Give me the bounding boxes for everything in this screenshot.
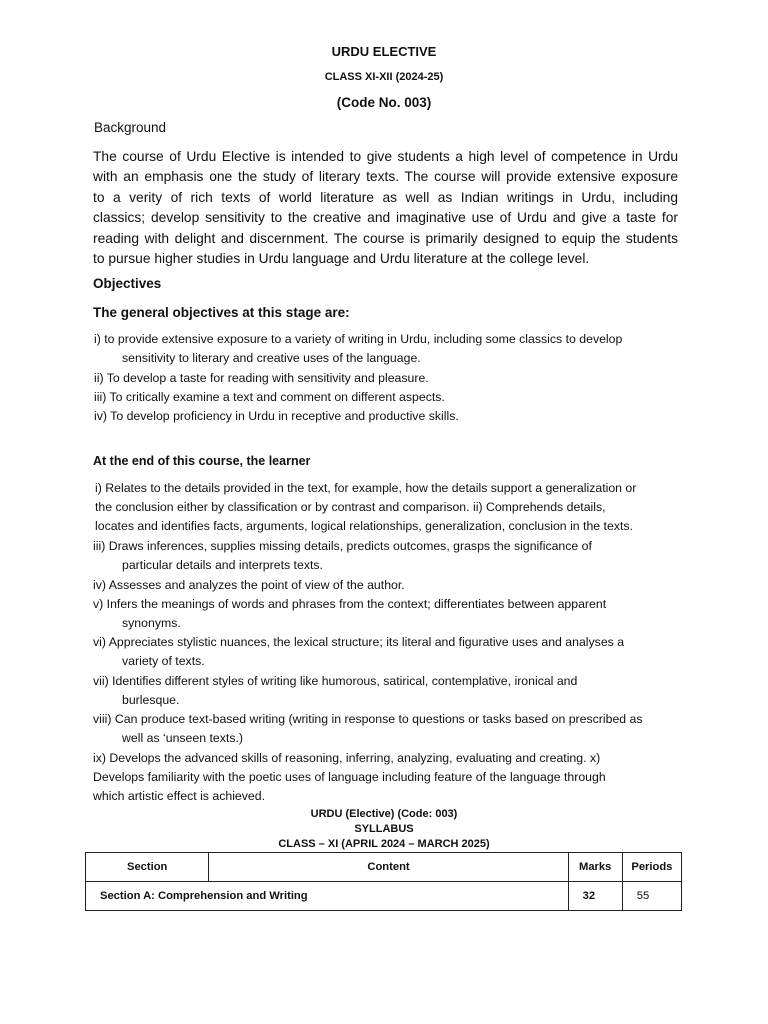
- syllabus-subtitle: SYLLABUS: [354, 823, 414, 835]
- learner-item: which artistic effect is achieved.: [93, 789, 266, 803]
- background-paragraph: [93, 147, 678, 269]
- objective-item: i) to provide extensive exposure to a variety of writing in Urdu, including some classics to develop: [94, 332, 623, 346]
- learner-item: iv) Assesses and analyzes the point of view of the author.: [93, 578, 405, 592]
- learner-item: burlesque.: [122, 693, 180, 707]
- learner-item: locates and identifies facts, arguments, logical relationships, generalization, conclusion in the texts.: [95, 519, 633, 533]
- objectives-heading: Objectives: [93, 276, 162, 291]
- learner-item: v) Infers the meanings of words and phrases from the context; differentiates between apparent: [93, 597, 607, 611]
- background-heading: Background: [94, 120, 167, 135]
- learner-item: Develops familiarity with the poetic uses of language including feature of the language through: [93, 770, 606, 784]
- learner-item: vi) Appreciates stylistic nuances, the lexical structure; its literal and figurative uses and analyses a: [93, 635, 625, 649]
- document-title: URDU ELECTIVE: [331, 44, 437, 59]
- background-line: with an emphasis one the study of literary texts. The course will provide extensive exposure: [93, 169, 678, 185]
- syllabus-class-line: CLASS – XI (APRIL 2024 – MARCH 2025): [278, 838, 490, 850]
- background-line: to a verity of rich texts of world literature as well as Indian writings in Urdu, including: [93, 189, 678, 205]
- column-header-marks: Marks: [568, 853, 622, 882]
- column-header-periods: Periods: [622, 853, 681, 882]
- syllabus-title: URDU (Elective) (Code: 003): [310, 808, 458, 820]
- table-cell-section: Section A: Comprehension and Writing: [86, 882, 569, 911]
- table-header-row: [86, 853, 682, 882]
- objective-item: sensitivity to literary and creative uses of the language.: [122, 351, 421, 365]
- class-line: CLASS XI-XII (2024-25): [324, 71, 444, 83]
- column-header-section: Section: [86, 853, 209, 882]
- objectives-subheading: The general objectives at this stage are:: [93, 305, 350, 320]
- learner-item: i) Relates to the details provided in the text, for example, how the details support a generalization or: [95, 481, 637, 495]
- learner-item: ix) Develops the advanced skills of reasoning, inferring, analyzing, evaluating and creating. x): [93, 751, 601, 765]
- table-cell-marks: 32: [568, 882, 622, 911]
- learner-item: iii) Draws inferences, supplies missing details, predicts outcomes, grasps the significance of: [93, 539, 592, 553]
- learner-item: viii) Can produce text-based writing (writing in response to questions or tasks based on prescribed as: [93, 712, 643, 726]
- background-line: to pursue higher studies in Urdu language and Urdu literature at the college level.: [93, 250, 590, 266]
- table-cell-periods: 55: [622, 882, 681, 911]
- column-header-content: Content: [209, 853, 568, 882]
- learner-item: well as ‘unseen texts.): [122, 731, 243, 745]
- objective-item: iv) To develop proficiency in Urdu in receptive and productive skills.: [94, 409, 459, 423]
- background-line: The course of Urdu Elective is intended to give students a high level of competence in Urdu: [93, 149, 678, 164]
- learner-item: variety of texts.: [122, 654, 205, 668]
- code-line: (Code No. 003): [336, 95, 432, 110]
- learner-heading: At the end of this course, the learner: [93, 454, 311, 468]
- learner-item: vii) Identifies different styles of writing like humorous, satirical, contemplative, ironical and: [93, 674, 578, 688]
- background-line: reading with delight and discernment. The course is primarily designed to equip the students: [93, 230, 678, 246]
- background-line: classics; develop sensitivity to the creative and imaginative use of Urdu and give a taste for: [93, 210, 678, 226]
- syllabus-table: [85, 852, 682, 911]
- objective-item: ii) To develop a taste for reading with sensitivity and pleasure.: [94, 371, 429, 385]
- table-row: [86, 882, 682, 911]
- learner-item: particular details and interprets texts.: [122, 558, 323, 572]
- learner-item: synonyms.: [122, 616, 181, 630]
- learner-item: the conclusion either by classification or by contrast and comparison. ii) Comprehends details,: [95, 500, 606, 514]
- objective-item: iii) To critically examine a text and comment on different aspects.: [94, 390, 445, 404]
